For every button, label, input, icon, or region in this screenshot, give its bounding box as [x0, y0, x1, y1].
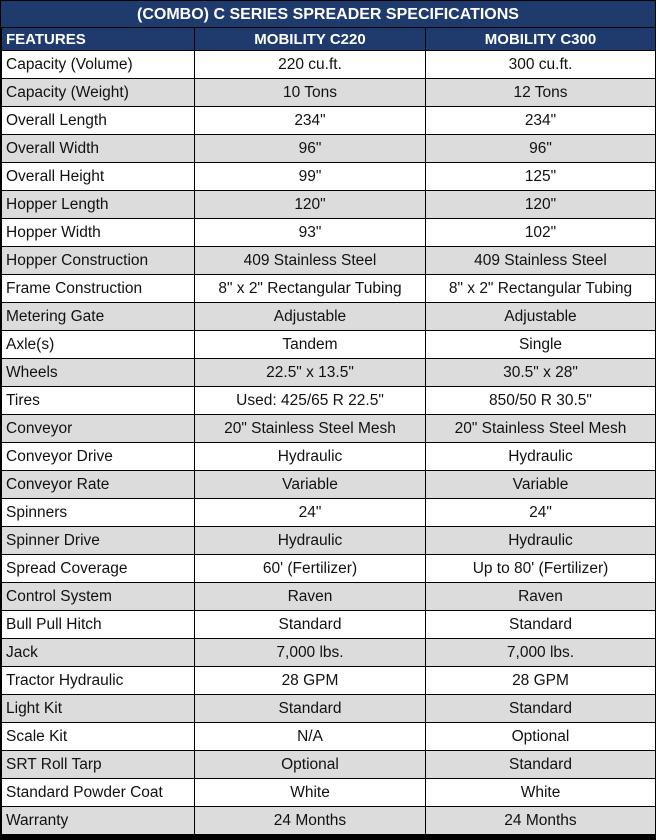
c300-value-cell: 120" — [426, 191, 656, 219]
c220-value-cell: 234" — [195, 107, 426, 135]
c300-value-cell: White — [426, 779, 656, 807]
table-row — [2, 303, 656, 331]
table-row — [2, 79, 656, 107]
c300-value-cell: Standard — [426, 611, 656, 639]
table-row — [2, 163, 656, 191]
feature-cell: Conveyor Drive — [2, 443, 195, 471]
c220-value-cell: 220 cu.ft. — [195, 51, 426, 79]
c300-value-cell: Variable — [426, 471, 656, 499]
feature-cell: Jack — [2, 639, 195, 667]
feature-cell: Control System — [2, 583, 195, 611]
feature-cell: Hopper Width — [2, 219, 195, 247]
feature-cell: Conveyor Rate — [2, 471, 195, 499]
feature-cell: Spread Coverage — [2, 555, 195, 583]
table-row — [2, 751, 656, 779]
c300-value-cell: 125" — [426, 163, 656, 191]
c220-value-cell: Standard — [195, 695, 426, 723]
feature-cell: Overall Width — [2, 135, 195, 163]
table-row — [2, 219, 656, 247]
c220-value-cell: 60' (Fertilizer) — [195, 555, 426, 583]
c220-value-cell: Variable — [195, 471, 426, 499]
c300-value-cell: 12 Tons — [426, 79, 656, 107]
c220-value-cell: 22.5" x 13.5" — [195, 359, 426, 387]
feature-cell: SRT Roll Tarp — [2, 751, 195, 779]
c300-value-cell: 20" Stainless Steel Mesh — [426, 415, 656, 443]
c220-value-cell: Optional — [195, 751, 426, 779]
feature-cell: Wheels — [2, 359, 195, 387]
table-row — [2, 387, 656, 415]
table-row — [2, 107, 656, 135]
c300-value-cell: Up to 80' (Fertilizer) — [426, 555, 656, 583]
c300-value-cell: 102" — [426, 219, 656, 247]
table-row — [2, 695, 656, 723]
table-row — [2, 807, 656, 835]
feature-cell: Bull Pull Hitch — [2, 611, 195, 639]
c300-value-cell: Single — [426, 331, 656, 359]
c220-value-cell: Hydraulic — [195, 527, 426, 555]
table-row — [2, 611, 656, 639]
c300-value-cell: 24 Months — [426, 807, 656, 835]
feature-cell: Standard Powder Coat — [2, 779, 195, 807]
c300-value-cell: 96" — [426, 135, 656, 163]
c220-value-cell: White — [195, 779, 426, 807]
c220-value-cell: Used: 425/65 R 22.5" — [195, 387, 426, 415]
c220-value-cell: 409 Stainless Steel — [195, 247, 426, 275]
c300-value-cell: Standard — [426, 751, 656, 779]
c300-value-cell: 7,000 lbs. — [426, 639, 656, 667]
table-row — [2, 723, 656, 751]
table-row — [2, 415, 656, 443]
table-row — [2, 471, 656, 499]
feature-cell: Axle(s) — [2, 331, 195, 359]
c220-value-cell: 24" — [195, 499, 426, 527]
header-row — [2, 28, 656, 51]
c220-value-cell: 96" — [195, 135, 426, 163]
c220-value-cell: Hydraulic — [195, 443, 426, 471]
table-row — [2, 275, 656, 303]
c220-value-cell: Raven — [195, 583, 426, 611]
c300-value-cell: 8" x 2" Rectangular Tubing — [426, 275, 656, 303]
c220-value-cell: 99" — [195, 163, 426, 191]
table-row — [2, 359, 656, 387]
feature-cell: Warranty — [2, 807, 195, 835]
table-row — [2, 667, 656, 695]
table-row — [2, 499, 656, 527]
table-row — [2, 191, 656, 219]
c220-value-cell: 24 Months — [195, 807, 426, 835]
table-row — [2, 443, 656, 471]
c300-value-cell: Raven — [426, 583, 656, 611]
c220-value-cell: 8" x 2" Rectangular Tubing — [195, 275, 426, 303]
header-features: FEATURES — [2, 28, 195, 51]
c300-value-cell: Hydraulic — [426, 443, 656, 471]
specifications-table — [1, 28, 656, 835]
c300-value-cell: 30.5" x 28" — [426, 359, 656, 387]
c220-value-cell: N/A — [195, 723, 426, 751]
c220-value-cell: 120" — [195, 191, 426, 219]
feature-cell: Tractor Hydraulic — [2, 667, 195, 695]
c300-value-cell: 409 Stainless Steel — [426, 247, 656, 275]
c300-value-cell: 850/50 R 30.5" — [426, 387, 656, 415]
c300-value-cell: 28 GPM — [426, 667, 656, 695]
header-mobility-c300: MOBILITY C300 — [426, 28, 656, 51]
c300-value-cell: 24" — [426, 499, 656, 527]
feature-cell: Tires — [2, 387, 195, 415]
c220-value-cell: Adjustable — [195, 303, 426, 331]
table-row — [2, 247, 656, 275]
c300-value-cell: Adjustable — [426, 303, 656, 331]
c300-value-cell: 234" — [426, 107, 656, 135]
c220-value-cell: 10 Tons — [195, 79, 426, 107]
table-row — [2, 51, 656, 79]
feature-cell: Metering Gate — [2, 303, 195, 331]
feature-cell: Conveyor — [2, 415, 195, 443]
table-row — [2, 527, 656, 555]
table-row — [2, 583, 656, 611]
c220-value-cell: 20" Stainless Steel Mesh — [195, 415, 426, 443]
c300-value-cell: 300 cu.ft. — [426, 51, 656, 79]
feature-cell: Hopper Length — [2, 191, 195, 219]
feature-cell: Overall Height — [2, 163, 195, 191]
header-mobility-c220: MOBILITY C220 — [195, 28, 426, 51]
table-row — [2, 331, 656, 359]
c300-value-cell: Standard — [426, 695, 656, 723]
feature-cell: Capacity (Weight) — [2, 79, 195, 107]
c220-value-cell: 93" — [195, 219, 426, 247]
c220-value-cell: 28 GPM — [195, 667, 426, 695]
c220-value-cell: Tandem — [195, 331, 426, 359]
feature-cell: Spinners — [2, 499, 195, 527]
table-row — [2, 639, 656, 667]
table-row — [2, 555, 656, 583]
table-title: (COMBO) C SERIES SPREADER SPECIFICATIONS — [1, 1, 655, 28]
c300-value-cell: Hydraulic — [426, 527, 656, 555]
table-row — [2, 135, 656, 163]
feature-cell: Scale Kit — [2, 723, 195, 751]
feature-cell: Spinner Drive — [2, 527, 195, 555]
feature-cell: Overall Length — [2, 107, 195, 135]
c300-value-cell: Optional — [426, 723, 656, 751]
c220-value-cell: 7,000 lbs. — [195, 639, 426, 667]
feature-cell: Hopper Construction — [2, 247, 195, 275]
feature-cell: Capacity (Volume) — [2, 51, 195, 79]
table-row — [2, 779, 656, 807]
c220-value-cell: Standard — [195, 611, 426, 639]
feature-cell: Frame Construction — [2, 275, 195, 303]
feature-cell: Light Kit — [2, 695, 195, 723]
